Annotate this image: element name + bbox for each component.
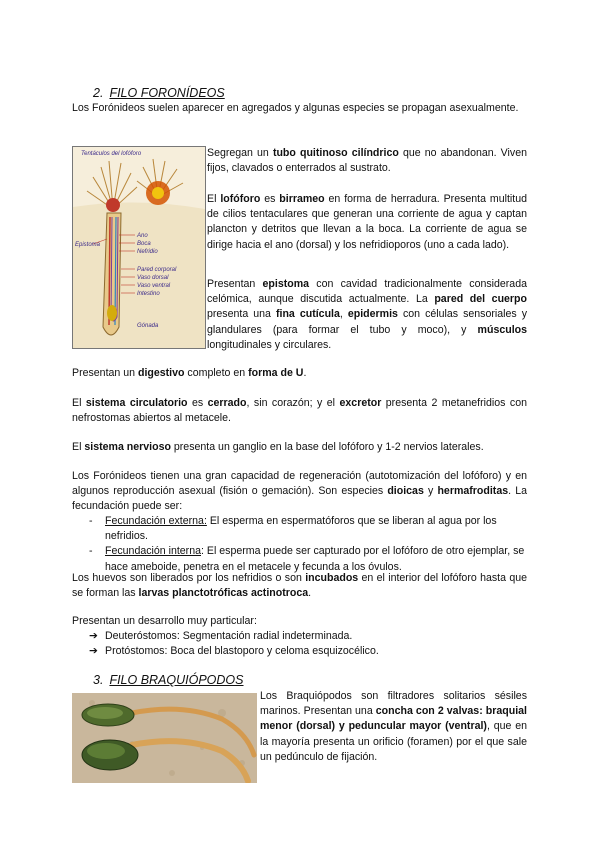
- fig-label-boca: Boca: [137, 241, 151, 247]
- fig-label-pared: Pared corporal: [137, 267, 177, 273]
- side-paragraph-2: El lofóforo es birrameo en forma de herradura. Presenta multitud de cilios tentaculares que generan una corriente de agua y captan plancton y detritos que llevan a la boca. La corriente de agua se dirige hacia el ano (dorsal) y los nefridioporos (uno a cada lado).: [207, 193, 527, 251]
- side-paragraph-1: Segregan un tubo quitinoso cilíndrico que no abandonan. Viven fijos, clavados o enterrados al sustrato.: [207, 147, 527, 175]
- list-item: - Fecundación interna: El esperma puede ser capturado por el lofóforo de otro ejemplar, se hace ameboide, penetra en el metacele y fecunda a los óvulos.: [89, 545, 525, 573]
- fig-label-vaso-ventral: Vaso ventral: [137, 283, 171, 289]
- digestive-paragraph: Presentan un digestivo completo en forma de U.: [72, 367, 307, 379]
- section-3-heading: [93, 673, 244, 687]
- fig-label-gonada: Gónada: [137, 323, 159, 329]
- fig-label-nefridio: Nefridio: [137, 249, 158, 255]
- fig-label-intestino: Intestino: [137, 291, 160, 297]
- brachiopod-photo: [72, 693, 257, 783]
- section-number: 2.: [93, 86, 104, 100]
- regeneration-paragraph: Los Forónideos tienen una gran capacidad de regeneración (autotomización del lofóforo) y en algunos reproducción asexual (fisión o gemación). Son especies dioicas y hermafroditas. La fecundación puede ser:: [72, 470, 527, 513]
- list-item: ➔ Protóstomos: Boca del blastoporo y celoma esquizocélico.: [72, 644, 527, 659]
- fig-label-vaso-dorsal: Vaso dorsal: [137, 275, 169, 281]
- section-number: 3.: [93, 673, 104, 687]
- intro-paragraph: Los Forónideos suelen aparecer en agregados y algunas especies se propagan asexualmente.: [72, 102, 519, 114]
- side-paragraph-3: Presentan epistoma con cavidad tradicionalmente considerada celómica, aunque discutida actualmente. La pared del cuerpo presenta una fina cutícula, epidermis con células sensoriales y glandulares (para formar el tubo y moco), y músculos longitudinales y circulares.: [207, 278, 527, 351]
- section-title: FILO FORONÍDEOS: [109, 86, 225, 100]
- arrow-icon: ➔: [89, 630, 98, 642]
- arrow-icon: ➔: [89, 645, 98, 658]
- nervous-paragraph: El sistema nervioso presenta un ganglio en la base del lofóforo y 1-2 nervios laterales.: [72, 441, 484, 453]
- fig-label-title: Tentáculos del lofóforo: [81, 151, 142, 157]
- list-item: ➔ Deuteróstomos: Segmentación radial indeterminada.: [72, 629, 527, 644]
- fig-label-epistoma: Epistoma: [75, 242, 101, 248]
- section-2-heading: [93, 86, 225, 100]
- list-item: - Fecundación externa: El esperma en espermatóforos que se liberan al agua por los nefridios.: [89, 515, 497, 543]
- eggs-paragraph: Los huevos son liberados por los nefridios o son incubados en el interior del lofóforo hasta que se forman las larvas planctotróficas actinotroca.: [72, 572, 528, 600]
- development-intro: Presentan un desarrollo muy particular:: [72, 615, 257, 627]
- fig-label-ano: Ano: [137, 233, 148, 239]
- section-title: FILO BRAQUIÓPODOS: [109, 673, 244, 687]
- development-list: [72, 629, 527, 659]
- phoronid-anatomy-figure: [72, 146, 206, 349]
- brachiopod-paragraph: Los Braquiópodos son filtradores solitarios sésiles marinos. Presentan una concha con 2 valvas: braquial menor (dorsal) y peduncular mayor (ventral), que en la mayoría presenta un orificio (foramen) por el que sale un pedúnculo de fijación.: [260, 690, 527, 763]
- fecundation-list: [72, 514, 527, 575]
- circulatory-paragraph: El sistema circulatorio es cerrado, sin corazón; y el excretor presenta 2 metanefridios con nefrostomas abiertos al metacele.: [72, 397, 527, 425]
